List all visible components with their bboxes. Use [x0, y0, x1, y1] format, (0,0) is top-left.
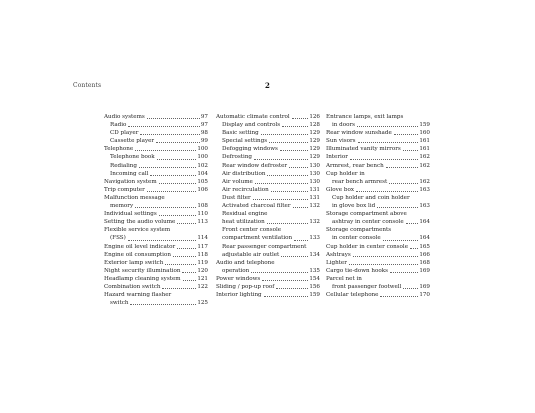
toc-entry-page: 163	[419, 186, 430, 193]
toc-entry[interactable]	[216, 194, 320, 202]
toc-entry-page: 122	[197, 283, 208, 290]
toc-entry-page: 156	[309, 283, 320, 290]
toc-entry-label: Exterior lamp switch	[104, 259, 164, 266]
toc-entry-page: 128	[309, 122, 320, 129]
toc-entry-page: 131	[309, 194, 320, 201]
toc-entry-page: 110	[197, 211, 208, 218]
toc-entry-page: 159	[419, 122, 430, 129]
toc-entry-label: adjustable air outlet	[222, 251, 280, 258]
toc-entry-label: Engine oil consumption	[104, 251, 171, 258]
toc-entry-label: Incoming call	[110, 170, 149, 177]
toc-entry[interactable]	[104, 234, 208, 242]
toc-entry[interactable]	[104, 259, 208, 267]
toc-entry-page: 135	[309, 267, 320, 274]
toc-entry-label: Storage compartments	[326, 227, 392, 234]
toc-entry-page: 169	[419, 267, 430, 274]
toc-entry-label: Telephone	[104, 146, 134, 153]
toc-entry-label: Rear passenger compartment	[222, 243, 307, 250]
toc-entry-label: Entrance lamps, exit lamps	[326, 114, 404, 120]
toc-entry-page: 117	[197, 243, 208, 250]
toc-leader-dots	[410, 248, 418, 249]
toc-entry[interactable]	[104, 299, 208, 307]
toc-leader-dots	[269, 142, 308, 143]
toc-entry-page: 106	[197, 186, 208, 193]
toc-entry-label: Flexible service system	[104, 227, 171, 234]
toc-entry-label: Hazard warning flasher	[104, 292, 172, 299]
toc-entry-label: Interior	[326, 154, 348, 161]
toc-entry-label: Cassette player	[110, 138, 155, 145]
toc-entry-label: Armrest, rear bench	[326, 162, 384, 169]
toc-entry-label: in center console	[332, 235, 381, 242]
toc-column-3	[326, 113, 430, 299]
toc-entry-page: 131	[309, 186, 320, 193]
toc-entry[interactable]	[326, 267, 430, 275]
toc-entry-label: CD player	[110, 130, 139, 137]
toc-entry-page: 100	[197, 154, 208, 161]
toc-entry-label: Headlamp cleaning system	[104, 275, 181, 282]
toc-entry[interactable]	[216, 153, 320, 161]
toc-entry-page: 162	[419, 178, 430, 185]
toc-entry-page: 163	[419, 203, 430, 210]
toc-entry-label: Basic setting	[222, 130, 259, 137]
toc-entry-page: 120	[197, 267, 208, 274]
toc-leader-dots	[357, 126, 418, 127]
toc-leader-dots	[294, 240, 308, 241]
toc-entry-page: 125	[197, 300, 208, 307]
toc-entry-page: 132	[309, 203, 320, 210]
toc-entry-label: compartment ventilation	[222, 235, 293, 242]
toc-entry[interactable]	[104, 226, 208, 234]
toc-entry-label: Rear window sunshade	[326, 130, 392, 137]
toc-leader-dots	[403, 288, 418, 289]
toc-entry-label: Navigation system	[104, 178, 157, 185]
toc-leader-dots	[182, 272, 196, 273]
toc-entry-label: Activated charcoal filter	[222, 203, 291, 210]
toc-entry[interactable]	[326, 162, 430, 170]
toc-entry-label: Lighter	[326, 259, 347, 266]
toc-leader-dots	[289, 167, 308, 168]
toc-entry[interactable]	[216, 121, 320, 129]
toc-entry-label: Air recirculation	[222, 186, 269, 193]
toc-entry[interactable]	[104, 153, 208, 161]
toc-entry[interactable]	[104, 129, 208, 137]
toc-entry-page: 118	[197, 251, 208, 258]
toc-entry[interactable]	[104, 194, 208, 202]
toc-entry-label: Setting the audio volume	[104, 219, 176, 226]
toc-leader-dots	[162, 288, 196, 289]
toc-entry[interactable]	[326, 291, 430, 299]
toc-entry[interactable]	[216, 178, 320, 186]
toc-entry-label: Redialing	[110, 162, 137, 169]
toc-entry[interactable]	[326, 275, 430, 283]
toc-leader-dots	[157, 159, 197, 160]
toc-entry-label: Ashtrays	[326, 251, 351, 258]
toc-entry-page: 164	[419, 235, 430, 242]
toc-entry-label: Night security illumination	[104, 267, 181, 274]
toc-entry-page: 161	[419, 138, 430, 145]
toc-entry-label: Audio and telephone	[216, 259, 275, 266]
toc-entry-page: 108	[197, 203, 208, 210]
toc-entry[interactable]	[326, 283, 430, 291]
toc-entry-label: Combination switch	[104, 283, 161, 290]
page-number: 2	[265, 81, 270, 90]
toc-entry-label: Glove box	[326, 186, 354, 193]
toc-entry-label: rear bench armrest	[332, 178, 388, 185]
toc-entry-page: 129	[309, 138, 320, 145]
toc-leader-dots	[349, 264, 418, 265]
toc-leader-dots	[183, 280, 197, 281]
toc-entry-page: 161	[419, 146, 430, 153]
toc-entry[interactable]	[216, 218, 320, 226]
toc-entry[interactable]	[104, 178, 208, 186]
toc-entry-label: Cup holder in center console	[326, 243, 409, 250]
toc-leader-dots	[267, 223, 309, 224]
toc-leader-dots	[173, 256, 196, 257]
toc-entry[interactable]	[104, 251, 208, 259]
toc-entry-label: Audio systems	[104, 114, 145, 120]
toc-leader-dots	[377, 207, 418, 208]
toc-entry[interactable]	[326, 251, 430, 259]
toc-leader-dots	[350, 159, 418, 160]
toc-entry-page: 164	[419, 219, 430, 226]
toc-leader-dots	[135, 207, 196, 208]
toc-entry[interactable]	[326, 170, 430, 178]
toc-leader-dots	[281, 256, 308, 257]
toc-column-1	[104, 113, 208, 307]
toc-entry-page: 100	[197, 146, 208, 153]
toc-leader-dots	[130, 304, 196, 305]
toc-leader-dots	[128, 126, 199, 127]
toc-leader-dots	[406, 223, 419, 224]
toc-entry-page: 130	[309, 162, 320, 169]
toc-leader-dots	[251, 272, 308, 273]
toc-entry-label: Display and controls	[222, 122, 281, 129]
toc-leader-dots	[159, 183, 197, 184]
toc-entry-label: operation	[222, 267, 250, 274]
toc-entry[interactable]	[326, 243, 430, 251]
toc-entry-page: 113	[197, 219, 208, 226]
toc-leader-dots	[353, 256, 419, 257]
toc-entry[interactable]	[326, 137, 430, 145]
toc-entry[interactable]	[104, 145, 208, 153]
toc-entry[interactable]	[104, 121, 208, 129]
toc-leader-dots	[280, 150, 308, 151]
toc-entry-label: Front center console	[222, 227, 282, 234]
toc-entry-page: 105	[197, 178, 208, 185]
toc-entry-page: 159	[309, 292, 320, 299]
toc-leader-dots	[276, 288, 308, 289]
toc-entry-page: 162	[419, 154, 430, 161]
toc-entry-page: 168	[419, 259, 430, 266]
toc-entry[interactable]	[104, 210, 208, 218]
toc-entry[interactable]	[326, 129, 430, 137]
toc-leader-dots	[356, 191, 418, 192]
toc-entry[interactable]	[216, 186, 320, 194]
toc-entry-label: Malfunction message	[104, 194, 165, 201]
toc-entry[interactable]	[216, 226, 320, 234]
toc-entry[interactable]	[104, 218, 208, 226]
toc-leader-dots	[389, 183, 418, 184]
toc-entry[interactable]	[326, 153, 430, 161]
toc-entry-page: 99	[200, 138, 208, 145]
toc-entry[interactable]	[216, 259, 320, 267]
toc-entry[interactable]	[104, 267, 208, 275]
toc-entry[interactable]	[216, 113, 320, 121]
toc-entry[interactable]	[104, 113, 208, 121]
toc-leader-dots	[165, 264, 196, 265]
toc-entry-page: 169	[419, 283, 430, 290]
toc-entry[interactable]	[104, 243, 208, 251]
toc-entry-label: Interior lighting	[216, 292, 262, 299]
toc-entry-label: Air volume	[222, 178, 253, 185]
toc-leader-dots	[254, 159, 308, 160]
toc-entry-label: Storage compartment above	[326, 211, 407, 218]
toc-entry-label: Special settings	[222, 138, 268, 145]
toc-entry-page: 130	[309, 178, 320, 185]
toc-entry-label: Rear window defroster	[222, 162, 288, 169]
toc-entry[interactable]	[326, 145, 430, 153]
toc-entry-page: 133	[309, 235, 320, 242]
toc-entry[interactable]	[326, 194, 430, 202]
toc-entry-label: Defrosting	[222, 154, 252, 161]
toc-entry-page: 98	[200, 130, 208, 137]
toc-entry-label: Radio	[110, 122, 127, 129]
toc-entry-label: Residual engine	[222, 211, 268, 218]
toc-leader-dots	[177, 223, 196, 224]
toc-entry[interactable]	[326, 210, 430, 218]
toc-entry-page: 166	[419, 251, 430, 258]
toc-entry-page: 102	[197, 162, 208, 169]
toc-entry-label: in doors	[332, 122, 356, 129]
toc-entry-page: 132	[309, 219, 320, 226]
toc-entry[interactable]	[216, 291, 320, 299]
toc-entry-label: Power windows	[216, 275, 261, 282]
toc-entry-label: Illuminated vanity mirrors	[326, 146, 401, 153]
toc-leader-dots	[147, 118, 200, 119]
toc-leader-dots	[386, 167, 419, 168]
toc-leader-dots	[293, 207, 309, 208]
toc-entry[interactable]	[104, 170, 208, 178]
toc-entry-label: Air distribution	[222, 170, 266, 177]
toc-entry[interactable]	[104, 283, 208, 291]
toc-column-2	[216, 113, 320, 299]
toc-entry-label: Sun visors	[326, 138, 356, 145]
toc-entry[interactable]	[216, 129, 320, 137]
toc-entry-label: Cargo tie-down hooks	[326, 267, 388, 274]
toc-leader-dots	[390, 272, 418, 273]
toc-entry[interactable]	[104, 202, 208, 210]
toc-leader-dots	[255, 183, 308, 184]
toc-entry-label: Individual settings	[104, 211, 157, 218]
toc-leader-dots	[150, 175, 196, 176]
toc-leader-dots	[403, 150, 419, 151]
toc-entry-label: Telephone book	[110, 154, 155, 161]
toc-entry-label: heat utilization	[222, 219, 265, 226]
toc-entry[interactable]	[326, 218, 430, 226]
toc-entry[interactable]	[216, 275, 320, 283]
toc-entry[interactable]	[216, 202, 320, 210]
toc-leader-dots	[135, 150, 196, 151]
toc-entry-label: Parcel net in	[326, 275, 362, 282]
toc-entry[interactable]	[326, 178, 430, 186]
toc-leader-dots	[156, 142, 200, 143]
toc-entry-page: 165	[419, 243, 430, 250]
toc-leader-dots	[261, 134, 309, 135]
toc-entry-label: Dust filter	[222, 194, 251, 201]
toc-entry[interactable]	[216, 145, 320, 153]
toc-leader-dots	[262, 280, 308, 281]
toc-entry-label: Sliding / pop-up roof	[216, 283, 275, 290]
running-header-section: Contents	[73, 82, 102, 89]
toc-leader-dots	[271, 191, 309, 192]
toc-leader-dots	[282, 126, 308, 127]
toc-entry-label: (FSS)	[110, 235, 126, 242]
toc-leader-dots	[292, 118, 309, 119]
toc-entry-label: in glove box lid	[332, 203, 376, 210]
toc-entry[interactable]	[104, 291, 208, 299]
toc-leader-dots	[147, 191, 197, 192]
toc-entry-label: Cup holder in	[326, 170, 365, 177]
toc-leader-dots	[267, 175, 308, 176]
toc-entry[interactable]	[216, 162, 320, 170]
toc-entry-label: Engine oil level indicator	[104, 243, 176, 250]
toc-entry[interactable]	[216, 283, 320, 291]
toc-entry-label: Cup holder and coin holder	[332, 194, 410, 201]
toc-entry[interactable]	[326, 186, 430, 194]
toc-entry-page: 134	[309, 251, 320, 258]
toc-entry-page: 97	[200, 114, 208, 120]
toc-entry-page: 162	[419, 162, 430, 169]
toc-entry-page: 129	[309, 154, 320, 161]
toc-entry-label: Cellular telephone	[326, 292, 379, 299]
toc-leader-dots	[380, 296, 418, 297]
toc-entry[interactable]	[104, 162, 208, 170]
toc-leader-dots	[264, 296, 309, 297]
toc-entry-page: 119	[197, 259, 208, 266]
toc-entry[interactable]	[326, 113, 430, 121]
toc-entry[interactable]	[104, 275, 208, 283]
toc-leader-dots	[177, 248, 196, 249]
toc-entry-page: 154	[309, 275, 320, 282]
toc-entry-page: 126	[309, 114, 320, 120]
toc-entry[interactable]	[326, 259, 430, 267]
toc-leader-dots	[159, 215, 197, 216]
toc-leader-dots	[139, 167, 196, 168]
toc-entry-label: ashtray in center console	[332, 219, 404, 226]
toc-entry-page: 114	[197, 235, 208, 242]
toc-entry-page: 130	[309, 170, 320, 177]
toc-leader-dots	[253, 199, 309, 200]
toc-leader-dots	[140, 134, 199, 135]
toc-entry-page: 129	[309, 130, 320, 137]
toc-entry-label: switch	[110, 300, 129, 307]
toc-leader-dots	[394, 134, 419, 135]
toc-entry-page: 104	[197, 170, 208, 177]
toc-entry[interactable]	[216, 267, 320, 275]
toc-entry-label: Trip computer	[104, 186, 145, 193]
toc-entry[interactable]	[216, 137, 320, 145]
toc-entry[interactable]	[216, 210, 320, 218]
toc-entry-label: Defogging windows	[222, 146, 278, 153]
toc-entry-page: 170	[419, 292, 430, 299]
toc-entry[interactable]	[104, 186, 208, 194]
toc-leader-dots	[128, 240, 197, 241]
toc-entry-page: 129	[309, 146, 320, 153]
toc-entry[interactable]	[326, 226, 430, 234]
toc-entry[interactable]	[326, 121, 430, 129]
toc-entry-label: Automatic climate control	[216, 114, 290, 120]
toc-entry-label: memory	[110, 203, 134, 210]
toc-entry-page: 121	[197, 275, 208, 282]
toc-entry[interactable]	[326, 234, 430, 242]
toc-entry[interactable]	[216, 234, 320, 242]
toc-entry-label: front passenger footwell	[332, 283, 402, 290]
toc-entry[interactable]	[104, 137, 208, 145]
toc-entry[interactable]	[326, 202, 430, 210]
toc-entry-page: 160	[419, 130, 430, 137]
toc-entry[interactable]	[216, 243, 320, 251]
toc-leader-dots	[383, 240, 419, 241]
toc-entry-page: 97	[200, 122, 208, 129]
toc-leader-dots	[358, 142, 419, 143]
toc-entry[interactable]	[216, 170, 320, 178]
toc-entry[interactable]	[216, 251, 320, 259]
